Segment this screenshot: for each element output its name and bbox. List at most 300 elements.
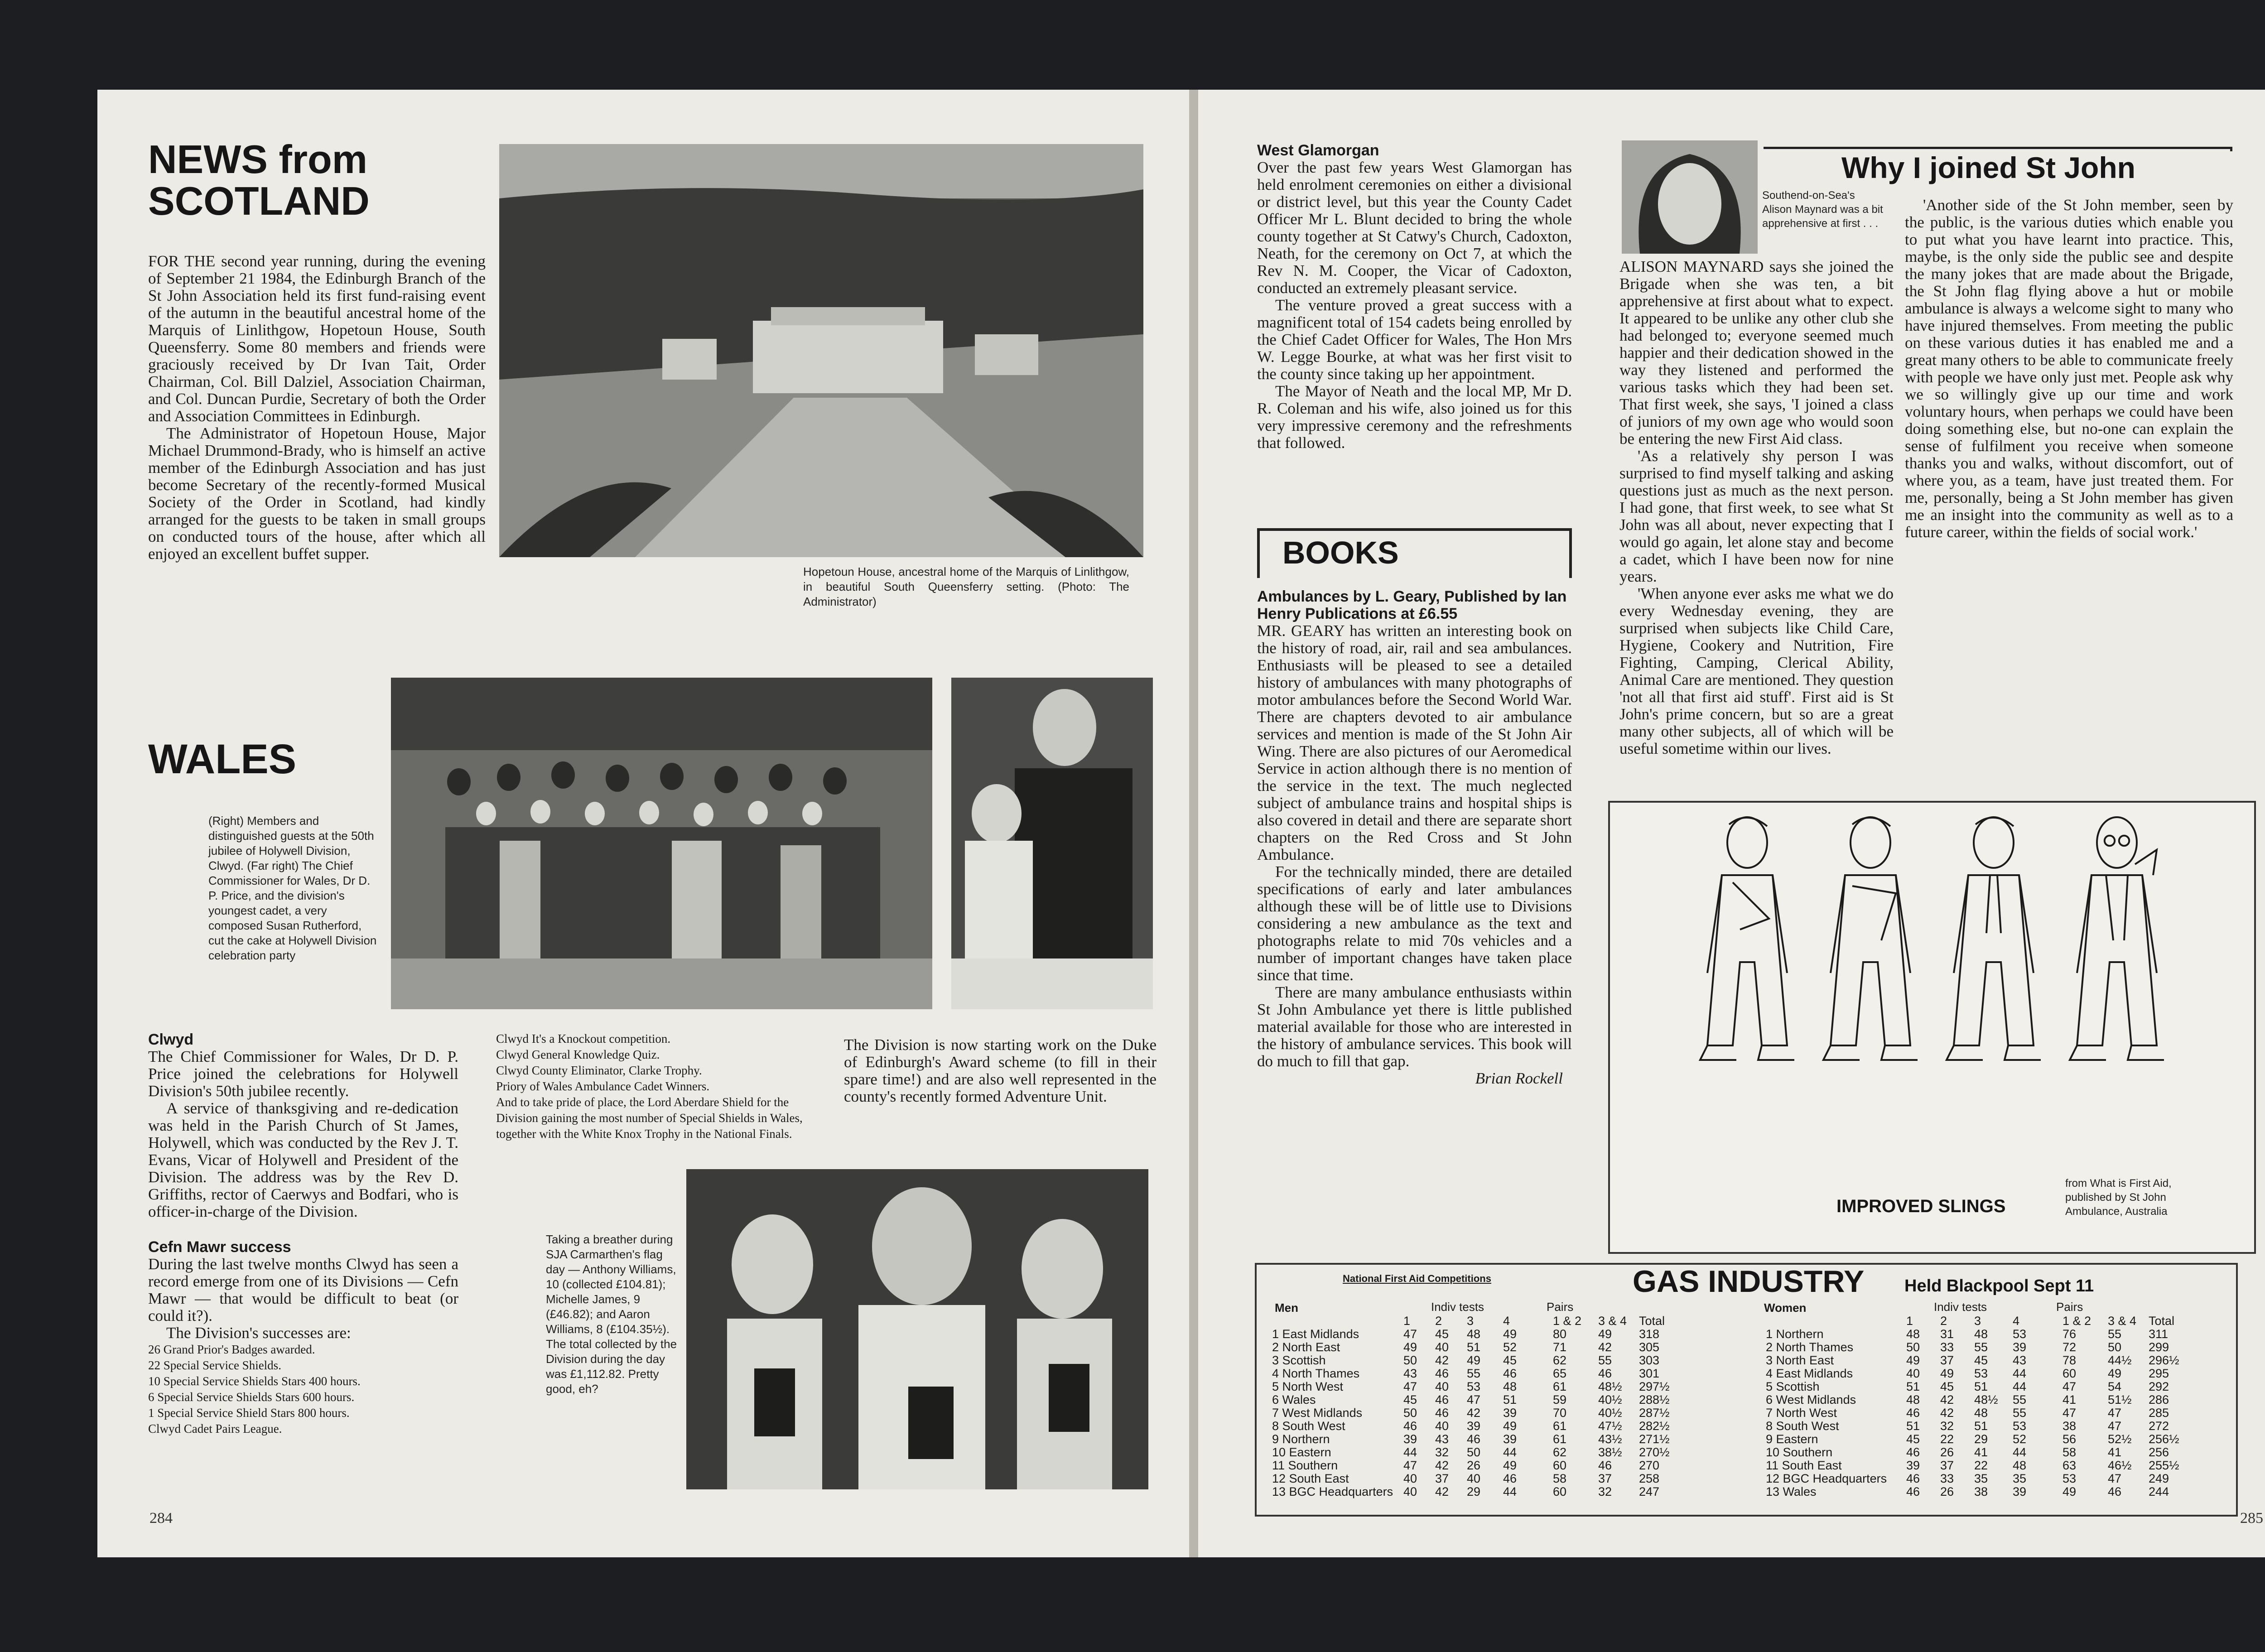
- score-cell: 52: [2013, 1432, 2027, 1446]
- score-cell: 47: [1403, 1380, 1417, 1393]
- men-results-table: [1270, 1315, 1673, 1498]
- score-cell: 58: [2063, 1445, 2077, 1459]
- books-paragraph: There are many ambulance enthusiasts within St John Ambulance yet there is little published material available for those who are interested in the history of ambulance services. This book will do much to fill that gap.: [1257, 983, 1572, 1070]
- score-cell: 40: [1435, 1419, 1449, 1433]
- score-cell: 42: [1467, 1406, 1481, 1420]
- team-name: 12 South East: [1272, 1472, 1349, 1485]
- success-item: 26 Grand Prior's Badges awarded.: [148, 1343, 315, 1356]
- table-row: [1270, 1485, 1673, 1498]
- score-cell: 61: [1553, 1419, 1567, 1433]
- score-cell: 39: [1503, 1432, 1517, 1446]
- gutter: [1189, 90, 1198, 1557]
- cake-cutting-photo: [951, 678, 1153, 1009]
- score-cell: 53: [1974, 1367, 1988, 1380]
- holywell-photo-caption: (Right) Members and distinguished guests at the 50th jubilee of Holywell Division, Clwyd. (Far right) The Chief Commissioner for Wales, Dr D. P. Price, and the division's youngest cadet, a very composed Susan Rutherford, cut the cake at Holywell Division celebration party: [208, 814, 377, 962]
- score-cell: 46: [1435, 1406, 1449, 1420]
- score-cell: 50: [1906, 1340, 1920, 1354]
- team-name: 6 Wales: [1272, 1393, 1316, 1406]
- men-heading: Men: [1275, 1301, 1298, 1315]
- table-row: [1270, 1328, 1673, 1341]
- success-item: 6 Special Service Shields Stars 600 hours.: [148, 1390, 355, 1404]
- books-signoff: Brian Rockell: [1475, 1069, 1563, 1087]
- score-cell: 41: [1974, 1445, 1988, 1459]
- alison-photo-caption: Southend-on-Sea's Alison Maynard was a bit apprehensive at first . . .: [1762, 189, 1883, 230]
- team-name: 10 Eastern: [1272, 1445, 1331, 1459]
- team-name: 12 BGC Headquarters: [1766, 1472, 1887, 1485]
- score-cell: 249: [2149, 1472, 2169, 1485]
- team-name: 1 Northern: [1766, 1327, 1824, 1341]
- team-name: 11 Southern: [1272, 1459, 1338, 1472]
- books-subhead: Ambulances by L. Geary, Published by Ian Henry Publications at £6.55: [1257, 588, 1567, 622]
- score-cell: 40: [1403, 1472, 1417, 1485]
- success-item: 10 Special Service Shields Stars 400 hours.: [148, 1374, 361, 1388]
- score-cell: 33: [1940, 1340, 1954, 1354]
- score-cell: 305: [1639, 1340, 1660, 1354]
- score-cell: 48: [1974, 1406, 1988, 1420]
- score-cell: 39: [2013, 1340, 2027, 1354]
- score-cell: 318: [1639, 1327, 1660, 1341]
- score-cell: 78: [2063, 1353, 2077, 1367]
- score-cell: 43: [1435, 1432, 1449, 1446]
- why-article-col1: [1619, 258, 1894, 757]
- success-item: Priory of Wales Ambulance Cadet Winners.: [496, 1079, 710, 1093]
- score-cell: 60: [1553, 1485, 1567, 1498]
- team-name: 5 North West: [1272, 1380, 1344, 1393]
- score-cell: 47: [1403, 1459, 1417, 1472]
- score-cell: 56: [2063, 1432, 2077, 1446]
- why-paragraph: ALISON MAYNARD says she joined the Brigade when she was ten, a bit apprehensive at first about what to expect. It appeared to be unlike any other club she had belonged to; everyone seemed much happier and their dedication showed in the way they listened and performed the various tasks which they had been set. That first week, she says, 'I joined a class of juniors of my own age who would soon be entering the new First Aid class.: [1619, 258, 1894, 448]
- left-page: [97, 90, 1189, 1557]
- column-header: 3 & 4: [2108, 1314, 2137, 1328]
- score-cell: 38: [2063, 1419, 2077, 1433]
- score-cell: 47: [2108, 1406, 2122, 1420]
- score-cell: 42: [1940, 1393, 1954, 1406]
- men-pairs-heading: Pairs: [1547, 1300, 1574, 1314]
- score-cell: 65: [1553, 1367, 1567, 1380]
- score-cell: 37: [1940, 1353, 1954, 1367]
- score-cell: 26: [1940, 1485, 1954, 1498]
- score-cell: 47: [1403, 1327, 1417, 1341]
- table-row: [1270, 1446, 1673, 1459]
- wales-title: WALES: [148, 736, 297, 782]
- flag-day-photo: [686, 1169, 1148, 1489]
- score-cell: 43½: [1598, 1432, 1622, 1446]
- score-cell: 50: [1403, 1353, 1417, 1367]
- successes-list-2: [496, 1031, 822, 1142]
- score-cell: 47: [1467, 1393, 1481, 1406]
- team-name: 4 East Midlands: [1766, 1367, 1853, 1380]
- cefn-mawr-paragraph: The Division's successes are:: [166, 1324, 351, 1342]
- score-cell: 62: [1553, 1353, 1567, 1367]
- score-cell: 58: [1553, 1472, 1567, 1485]
- results-header-row: [1270, 1315, 1673, 1328]
- hopetoun-house-photo: [499, 144, 1143, 557]
- score-cell: 286: [2149, 1393, 2169, 1406]
- table-row: [1764, 1472, 2183, 1485]
- table-row: [1270, 1380, 1673, 1393]
- score-cell: 49: [1403, 1340, 1417, 1354]
- gas-kicker: National First Aid Competitions: [1343, 1273, 1491, 1284]
- gas-industry-box: [1255, 1263, 2238, 1517]
- score-cell: 40½: [1598, 1393, 1622, 1406]
- score-cell: 272: [2149, 1419, 2169, 1433]
- score-cell: 45: [1403, 1393, 1417, 1406]
- west-glam-paragraph: Over the past few years West Glamorgan has held enrolment ceremonies on either a divisional or district level, but this year the County Cadet Officer Mr L. Blunt decided to bring the whole county together at St Catwy's Church, Cadoxton, Neath, for the ceremony on Oct 7, at which the Rev N. M. Cooper, the Vicar of Cadoxton, conducted an extremely pleasant service.: [1257, 159, 1572, 297]
- score-cell: 53: [2013, 1327, 2027, 1341]
- scotland-title-line2: SCOTLAND: [148, 178, 370, 224]
- score-cell: 49: [1598, 1327, 1612, 1341]
- books-paragraph: For the technically minded, there are detailed specifications of early and later ambulances although these will be of little use to Divisions considering a new ambulance as the text and photographs relate to mid 70s vehicles and a number of important changes have taken place since that time.: [1257, 863, 1572, 984]
- column-header: Total: [2149, 1314, 2175, 1328]
- score-cell: 47: [2063, 1380, 2077, 1393]
- score-cell: 40½: [1598, 1406, 1622, 1420]
- score-cell: 48: [1906, 1327, 1920, 1341]
- score-cell: 256½: [2149, 1432, 2179, 1446]
- clwyd-heading: Clwyd: [148, 1031, 194, 1048]
- score-cell: 55: [2013, 1393, 2027, 1406]
- score-cell: 46: [1906, 1406, 1920, 1420]
- score-cell: 61: [1553, 1432, 1567, 1446]
- score-cell: 60: [1553, 1459, 1567, 1472]
- table-row: [1764, 1380, 2183, 1393]
- score-cell: 35: [2013, 1472, 2027, 1485]
- score-cell: 258: [1639, 1472, 1660, 1485]
- table-row: [1764, 1433, 2183, 1446]
- table-row: [1764, 1393, 2183, 1406]
- clwyd-paragraph: A service of thanksgiving and re-dedication was held in the Parish Church of St James, Holywell, which was conducted by the Rev J. T. Evans, Vicar of Holywell and President of the Division. The address was by the Rev D. Griffiths, rector of Caerwys and Bodfari, who is officer-in-charge of the Division.: [148, 1099, 458, 1220]
- column-header: 2: [1940, 1314, 1947, 1328]
- table-row: [1270, 1341, 1673, 1354]
- score-cell: 55: [1974, 1340, 1988, 1354]
- men-indiv-heading: Indiv tests: [1431, 1300, 1484, 1314]
- table-row: [1270, 1354, 1673, 1367]
- score-cell: 44: [1403, 1445, 1417, 1459]
- column-header: 1 & 2: [1553, 1314, 1582, 1328]
- successes-list-1: [148, 1342, 458, 1437]
- score-cell: 42: [1598, 1340, 1612, 1354]
- score-cell: 49: [2063, 1485, 2077, 1498]
- score-cell: 256: [2149, 1445, 2169, 1459]
- table-row: [1764, 1354, 2183, 1367]
- books-title: BOOKS: [1282, 535, 1399, 570]
- score-cell: 52: [1503, 1340, 1517, 1354]
- score-cell: 42: [1435, 1459, 1449, 1472]
- score-cell: 49: [1940, 1367, 1954, 1380]
- west-glamorgan-article: [1257, 142, 1572, 452]
- team-name: 8 South West: [1272, 1419, 1345, 1433]
- women-results-table: [1764, 1315, 2183, 1498]
- score-cell: 49: [1503, 1459, 1517, 1472]
- score-cell: 40: [1467, 1472, 1481, 1485]
- table-row: [1764, 1446, 2183, 1459]
- score-cell: 63: [2063, 1459, 2077, 1472]
- books-box: [1257, 528, 1572, 578]
- score-cell: 42: [1940, 1406, 1954, 1420]
- score-cell: 46: [1598, 1367, 1612, 1380]
- flag-day-caption: Taking a breather during SJA Carmarthen's flag day — Anthony Williams, 10 (collected £104.81); Michelle James, 9 (£46.82); and Aaron Williams, 8 (£104.35½). The total collected by the Division during the day was £1,112.82. Pretty good, eh?: [546, 1233, 677, 1396]
- table-row: [1764, 1485, 2183, 1498]
- score-cell: 80: [1553, 1327, 1567, 1341]
- column-header: Total: [1639, 1314, 1665, 1328]
- score-cell: 43: [1403, 1367, 1417, 1380]
- team-name: 2 North Thames: [1766, 1340, 1854, 1354]
- team-name: 11 South East: [1766, 1459, 1842, 1472]
- score-cell: 38: [1974, 1485, 1988, 1498]
- score-cell: 71: [1553, 1340, 1567, 1354]
- table-row: [1764, 1420, 2183, 1433]
- table-row: [1764, 1328, 2183, 1341]
- score-cell: 26: [1467, 1459, 1481, 1472]
- column-header: 4: [2013, 1314, 2020, 1328]
- score-cell: 46: [1403, 1419, 1417, 1433]
- column-header: 1: [1906, 1314, 1913, 1328]
- score-cell: 47: [2108, 1419, 2122, 1433]
- women-heading: Women: [1764, 1301, 1807, 1315]
- score-cell: 270½: [1639, 1445, 1670, 1459]
- score-cell: 44: [1503, 1445, 1517, 1459]
- score-cell: 41: [2063, 1393, 2077, 1406]
- score-cell: 48½: [1598, 1380, 1622, 1393]
- score-cell: 50: [1403, 1406, 1417, 1420]
- score-cell: 51: [1906, 1380, 1920, 1393]
- score-cell: 76: [2063, 1327, 2077, 1341]
- score-cell: 70: [1553, 1406, 1567, 1420]
- score-cell: 271½: [1639, 1432, 1670, 1446]
- score-cell: 50: [1467, 1445, 1481, 1459]
- score-cell: 55: [2013, 1406, 2027, 1420]
- score-cell: 39: [1467, 1419, 1481, 1433]
- score-cell: 44: [2013, 1445, 2027, 1459]
- score-cell: 48: [1974, 1327, 1988, 1341]
- team-name: 2 North East: [1272, 1340, 1340, 1354]
- score-cell: 53: [2013, 1419, 2027, 1433]
- table-row: [1270, 1367, 1673, 1380]
- score-cell: 46: [1503, 1367, 1517, 1380]
- score-cell: 285: [2149, 1406, 2169, 1420]
- score-cell: 35: [1974, 1472, 1988, 1485]
- score-cell: 48: [2013, 1459, 2027, 1472]
- team-name: 13 BGC Headquarters: [1272, 1485, 1393, 1498]
- team-name: 10 Southern: [1766, 1445, 1833, 1459]
- score-cell: 46: [1467, 1432, 1481, 1446]
- header-spacer: [1764, 1315, 1904, 1328]
- team-name: 7 North West: [1766, 1406, 1837, 1420]
- score-cell: 61: [1553, 1380, 1567, 1393]
- column-header: 3 & 4: [1598, 1314, 1627, 1328]
- score-cell: 295: [2149, 1367, 2169, 1380]
- why-paragraph: 'As a relatively shy person I was surprised to find myself talking and asking questions just as much as the next person. I had gone, that first week, to see what St John was all about, never expecting that I would go again, let alone stay and become a cadet, which I have been now for nine years.: [1619, 447, 1894, 585]
- score-cell: 46: [1435, 1393, 1449, 1406]
- score-cell: 297½: [1639, 1380, 1670, 1393]
- duke-of-edinburgh-text: [844, 1036, 1157, 1105]
- improved-slings-box: [1608, 801, 2256, 1254]
- why-joined-title: Why I joined St John: [1841, 151, 2135, 184]
- score-cell: 49: [1906, 1353, 1920, 1367]
- score-cell: 49: [1503, 1419, 1517, 1433]
- score-cell: 299: [2149, 1340, 2169, 1354]
- team-name: 6 West Midlands: [1766, 1393, 1856, 1406]
- team-name: 3 Scottish: [1272, 1353, 1326, 1367]
- column-header: 1: [1403, 1314, 1411, 1328]
- column-header: 3: [1467, 1314, 1474, 1328]
- score-cell: 40: [1403, 1485, 1417, 1498]
- team-name: 8 South West: [1766, 1419, 1839, 1433]
- score-cell: 311: [2149, 1327, 2169, 1341]
- score-cell: 46: [2108, 1485, 2122, 1498]
- books-paragraph: MR. GEARY has written an interesting book on the history of road, air, rail and sea ambulances. Enthusiasts will be pleased to see a detailed history of ambulances with many photographs of motor ambulances before the Second World War. There are chapters devoted to air ambulance services and mention is made of the St John Air Wing. There are also pictures of our Aeromedical Service in action although there is no mention of the service in the text. The much neglected subject of ambulance trains and hospital ships is also covered in detail and there are separate short chapters on the Red Cross and St John Ambulance.: [1257, 622, 1572, 863]
- score-cell: 31: [1940, 1327, 1954, 1341]
- column-header: 4: [1503, 1314, 1510, 1328]
- score-cell: 49: [2108, 1367, 2122, 1380]
- success-item: Clwyd General Knowledge Quiz.: [496, 1048, 660, 1061]
- score-cell: 303: [1639, 1353, 1660, 1367]
- score-cell: 48½: [1974, 1393, 1998, 1406]
- header-spacer: [1270, 1315, 1402, 1328]
- score-cell: 282½: [1639, 1419, 1670, 1433]
- column-header: 3: [1974, 1314, 1981, 1328]
- score-cell: 37: [1435, 1472, 1449, 1485]
- gas-industry-title: GAS INDUSTRY: [1633, 1264, 1865, 1299]
- score-cell: 37: [1940, 1459, 1954, 1472]
- score-cell: 288½: [1639, 1393, 1670, 1406]
- score-cell: 292: [2149, 1380, 2169, 1393]
- page-number-right: 285: [2240, 1510, 2263, 1527]
- score-cell: 22: [1940, 1432, 1954, 1446]
- score-cell: 45: [1435, 1327, 1449, 1341]
- score-cell: 47: [2063, 1406, 2077, 1420]
- scotland-paragraph: The Administrator of Hopetoun House, Major Michael Drummond-Brady, who is himself an active member of the Edinburgh Association and has just become Secretary of the recently-formed Musical Society of the Order in Scotland, had kindly arranged for the guests to be taken in small groups on conducted tours of the house, after which all enjoyed an excellent buffet supper.: [148, 424, 486, 563]
- score-cell: 49: [1503, 1327, 1517, 1341]
- results-header-row: [1764, 1315, 2183, 1328]
- team-name: 9 Northern: [1272, 1432, 1330, 1446]
- team-name: 7 West Midlands: [1272, 1406, 1363, 1420]
- why-paragraph: 'Another side of the St John member, seen by the public, is the various duties which enable you to put what you have learnt into practice. This, maybe, is the only side the public see and despite the many jokes that are made about the Brigade, the St John flag flying above a hut or mobile ambulance is always a welcome sight to many who have injured themselves. From meeting the public on these various duties it has enabled me and a great many others to be able to communicate freely with people we have only just met. People ask why we so willingly give up our time and work voluntary hours, when perhaps we could have been doing something else, but no-one can explain the sense of fulfilment you receive when someone thanks you and walks, without discomfort, out of where you, as a team, have just treated them. For me, personally, being a St John member has given me an insight into the community as well as to a future career, within the fields of social work.': [1905, 197, 2233, 541]
- score-cell: 32: [1940, 1419, 1954, 1433]
- west-glam-paragraph: The Mayor of Neath and the local MP, Mr D. R. Coleman and his wife, also joined us for this very impressive ceremony and the refreshments that followed.: [1257, 382, 1572, 452]
- women-pairs-heading: Pairs: [2056, 1300, 2083, 1314]
- score-cell: 296½: [2149, 1353, 2179, 1367]
- score-cell: 39: [2013, 1485, 2027, 1498]
- table-row: [1270, 1433, 1673, 1446]
- score-cell: 39: [1403, 1432, 1417, 1446]
- score-cell: 51½: [2108, 1393, 2132, 1406]
- cefn-mawr-heading: Cefn Mawr success: [148, 1238, 291, 1256]
- table-row: [1270, 1406, 1673, 1420]
- score-cell: 46½: [2108, 1459, 2132, 1472]
- score-cell: 287½: [1639, 1406, 1670, 1420]
- score-cell: 46: [1906, 1485, 1920, 1498]
- score-cell: 55: [1598, 1353, 1612, 1367]
- score-cell: 48: [1503, 1380, 1517, 1393]
- score-cell: 40: [1906, 1367, 1920, 1380]
- column-header: 1 & 2: [2063, 1314, 2092, 1328]
- books-article: [1257, 588, 1572, 1087]
- table-row: [1270, 1420, 1673, 1433]
- score-cell: 43: [2013, 1353, 2027, 1367]
- team-name: 5 Scottish: [1766, 1380, 1820, 1393]
- team-name: 9 Eastern: [1766, 1432, 1818, 1446]
- score-cell: 51: [1503, 1393, 1517, 1406]
- score-cell: 46: [1906, 1472, 1920, 1485]
- score-cell: 51: [1974, 1419, 1988, 1433]
- score-cell: 46: [1906, 1445, 1920, 1459]
- team-name: 4 North Thames: [1272, 1367, 1360, 1380]
- west-glam-paragraph: The venture proved a great success with a magnificent total of 154 cadets being enrolled by the Chief Cadet Officer for Wales, The Hon Mrs W. Legge Bourke, at what was her first visit to the county since taking up her appointment.: [1257, 296, 1572, 383]
- success-item: Clwyd It's a Knockout competition.: [496, 1032, 671, 1045]
- score-cell: 29: [1467, 1485, 1481, 1498]
- score-cell: 42: [1435, 1353, 1449, 1367]
- score-cell: 40: [1435, 1340, 1449, 1354]
- success-item: 1 Special Service Shield Stars 800 hours.: [148, 1406, 350, 1420]
- clwyd-paragraph: The Chief Commissioner for Wales, Dr D. P. Price joined the celebrations for Holywell Division's 50th jubilee recently.: [148, 1048, 458, 1100]
- west-glamorgan-heading: West Glamorgan: [1257, 142, 1379, 159]
- scotland-title: [148, 139, 370, 222]
- score-cell: 301: [1639, 1367, 1660, 1380]
- score-cell: 41: [2108, 1445, 2122, 1459]
- success-item: 22 Special Service Shields.: [148, 1358, 281, 1372]
- score-cell: 51: [1467, 1340, 1481, 1354]
- score-cell: 244: [2149, 1485, 2169, 1498]
- score-cell: 46: [1503, 1472, 1517, 1485]
- score-cell: 26: [1940, 1445, 1954, 1459]
- score-cell: 40: [1435, 1380, 1449, 1393]
- why-article-col2: [1905, 197, 2233, 794]
- success-item: Clwyd Cadet Pairs League.: [148, 1422, 282, 1435]
- score-cell: 247: [1639, 1485, 1660, 1498]
- scotland-paragraph: FOR THE second year running, during the evening of September 21 1984, the Edinburgh Branch of the St John Association held its first fund-raising event of the autumn in the beautiful ancestral home of the Marquis of Linlithgow, Hopetoun House, South Queensferry. Some 80 members and friends were graciously received by Dr Ivan Tait, Order Chairman, Col. Bill Dalziel, Association Chairman, and Col. Duncan Purdie, Secretary of both the Order and Association Committees in Edinburgh.: [148, 252, 486, 425]
- success-item: And to take pride of place, the Lord Aberdare Shield for the Division gaining the most number of Special Shields in Wales, together with the White Knox Trophy in the National Finals.: [496, 1095, 803, 1141]
- score-cell: 44: [2013, 1380, 2027, 1393]
- score-cell: 44: [1503, 1485, 1517, 1498]
- score-cell: 47: [2108, 1472, 2122, 1485]
- team-name: 13 Wales: [1766, 1485, 1817, 1498]
- score-cell: 50: [2108, 1340, 2122, 1354]
- score-cell: 32: [1435, 1445, 1449, 1459]
- right-page: [1198, 90, 2265, 1557]
- score-cell: 32: [1598, 1485, 1612, 1498]
- score-cell: 51: [1974, 1380, 1988, 1393]
- score-cell: 44½: [2108, 1353, 2132, 1367]
- score-cell: 72: [2063, 1340, 2077, 1354]
- score-cell: 44: [2013, 1367, 2027, 1380]
- score-cell: 46: [1598, 1459, 1612, 1472]
- table-row: [1764, 1406, 2183, 1420]
- score-cell: 45: [1503, 1353, 1517, 1367]
- clwyd-article: [148, 1031, 458, 1437]
- score-cell: 45: [1906, 1432, 1920, 1446]
- score-cell: 46: [1435, 1367, 1449, 1380]
- score-cell: 22: [1974, 1459, 1988, 1472]
- cefn-mawr-paragraph: During the last twelve months Clwyd has seen a record emerge from one of its Divisions — Cefn Mawr — that would be difficult to beat (or could it?).: [148, 1255, 458, 1324]
- score-cell: 48: [1906, 1393, 1920, 1406]
- score-cell: 45: [1974, 1353, 1988, 1367]
- score-cell: 53: [2063, 1472, 2077, 1485]
- table-row: [1764, 1367, 2183, 1380]
- score-cell: 59: [1553, 1393, 1567, 1406]
- hopetoun-photo-caption: Hopetoun House, ancestral home of the Marquis of Linlithgow, in beautiful South Queensferry setting. (Photo: The Administrator): [803, 565, 1129, 608]
- table-row: [1270, 1472, 1673, 1485]
- women-indiv-heading: Indiv tests: [1934, 1300, 1987, 1314]
- column-header: 2: [1435, 1314, 1442, 1328]
- page-number-left: 284: [149, 1510, 173, 1527]
- score-cell: 37: [1598, 1472, 1612, 1485]
- score-cell: 49: [1467, 1353, 1481, 1367]
- team-name: 3 North East: [1766, 1353, 1834, 1367]
- score-cell: 270: [1639, 1459, 1660, 1472]
- score-cell: 55: [1467, 1367, 1481, 1380]
- why-paragraph: 'When anyone ever asks me what we do every Wednesday evening, they are surprised when subjects like Child Care, Hygiene, Cookery and Nutrition, Fire Fighting, Camping, Clerical Ability, Animal Care are mentioned. They question 'not all that first aid stuff'. First aid is St John's prime concern, but so are a great many other subjects, all of which will be useful sometime within our lives.: [1619, 585, 1894, 757]
- slings-illustration: [1610, 803, 2258, 1165]
